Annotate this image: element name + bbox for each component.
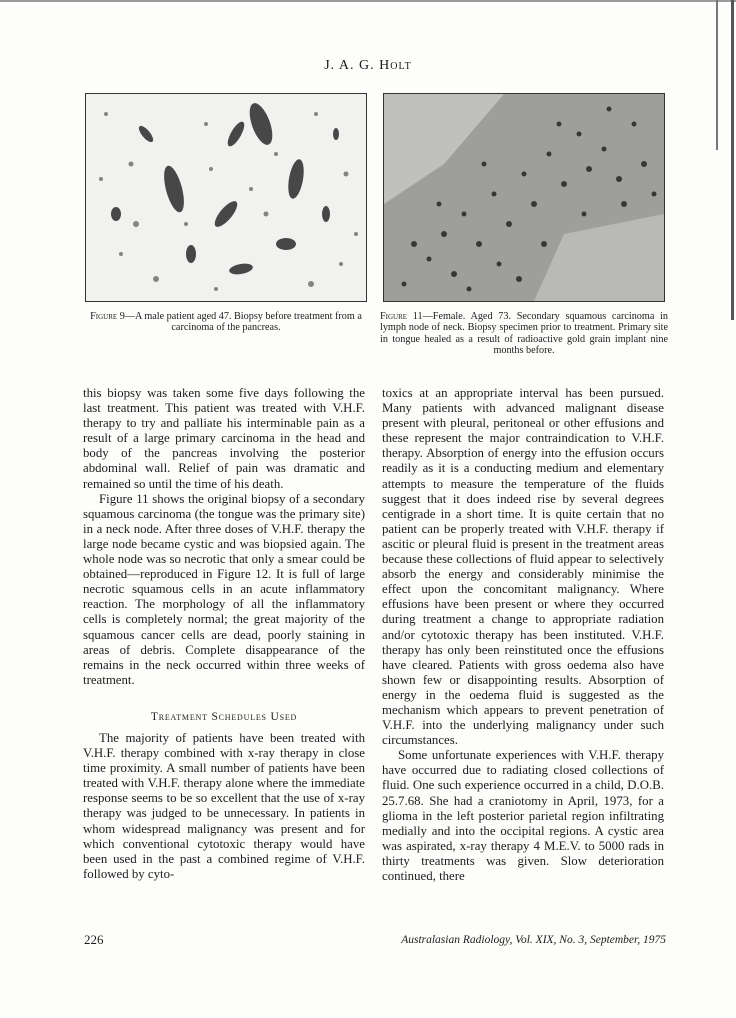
paragraph: Some unfortunate experiences with V.H.F. therapy have occurred due to radiating closed collections of fluid. One such experience occurred in a child, D.O.B. 25.7.68. She had a craniotomy in April, 1973, for a glioma in the left posterior parietal region infiltrating medially and into the occipital regions. A cystic area was aspirated, x-ray therapy 4 M.E.V. to 5000 rads in thirty treatments was given. Slow deterioration continued, there xyxy=(382,748,664,883)
scan-edge-right-inner xyxy=(716,0,718,150)
page-number: 226 xyxy=(84,932,104,947)
left-column xyxy=(83,386,365,882)
scan-edge-right xyxy=(731,0,734,320)
figure-11-caption-text: —Female. Aged 73. Secondary squamous carcinoma in lymph node of neck. Biopsy specimen prior to treatment. Primary site in tongue healed as a result of radioactive gold grain implant nine months before. xyxy=(380,311,668,357)
section-heading: Treatment Schedules Used xyxy=(150,710,298,723)
journal-citation: Australasian Radiology, Vol. XIX, No. 3, September, 1975 xyxy=(401,934,666,946)
scan-edge-top xyxy=(0,0,736,2)
right-column xyxy=(382,386,664,884)
running-header-author: J. A. G. Holt xyxy=(324,58,412,73)
figure-11-caption xyxy=(380,311,668,357)
paragraph: this biopsy was taken some five days following the last treatment. This patient was treated with V.H.F. therapy to try and palliate his interminable pain as a result of a large primary carcinoma in the head and body of the pancreas involving the posterior abdominal wall. Relief of pain was dramatic and remained so until the time of his death. xyxy=(83,386,365,491)
paragraph: toxics at an appropriate interval has been pursued. Many patients with advanced malignant disease present with pleural, peritoneal or other effusions and these represent the major contraindication to V.H.F. therapy. Absorption of energy into the effusion occurs readily as it is a conducting medium and elementary attempts to measure the temperature of the fluids suggest that it does indeed rise by several degrees centigrade in a short time. It is quite certain that no patient can be properly treated with V.H.F. therapy if ascitic or pleural fluid is present in the treatment areas because these collections of fluid appear to selectively absorb the energy and considerably minimise the effect upon the concomitant malignancy. Where effusions have been present or where they occurred during treatment a change to appropriate radiation and/or cytotoxic therapy has been instituted. V.H.F. therapy has only been reinstituted once the effusions have cleared. Patients with gross oedema also have shown few or disappointing results. Absorption of energy in the oedema fluid is suggested as the mechanism which appears to prevent penetration of V.H.F. into the underlying malignancy under such circumstances. xyxy=(382,386,664,748)
figure-11-micrograph xyxy=(383,93,665,302)
figure-9-label: Figure 9 xyxy=(90,311,125,322)
figure-9-caption-text: —A male patient aged 47. Biopsy before treatment from a carcinoma of the pancreas. xyxy=(124,311,362,334)
figure-9-micrograph xyxy=(85,93,367,302)
figure-9-caption xyxy=(82,311,370,334)
paragraph: The majority of patients have been treated with V.H.F. therapy combined with x-ray therapy in close time proximity. A small number of patients have been treated with V.H.F. therapy alone where the immediate response seems to be so excellent that the use of x-ray therapy was judged to be unnecessary. In patients in whom widespread malignancy was present and for which conventional cytotoxic therapy would have been used in the past a combined regime of V.H.F. followed by cyto- xyxy=(83,730,365,881)
figure-11-label: Figure 11 xyxy=(380,311,423,322)
paragraph: Figure 11 shows the original biopsy of a secondary squamous carcinoma (the tongue was the primary site) in a neck node. After three doses of V.H.F. therapy the large node became cystic and was biopsied again. The whole node was so necrotic that only a smear could be obtained—reproduced in Figure 12. It is full of large necrotic squamous cells in an acute inflammatory reaction. The morphology of all the inflammatory cells is completely normal; the great majority of the squamous cancer cells are dead, poorly staining in areas of debris. Complete disappearance of the remains in the neck occurred within three weeks of treatment. xyxy=(83,491,365,687)
